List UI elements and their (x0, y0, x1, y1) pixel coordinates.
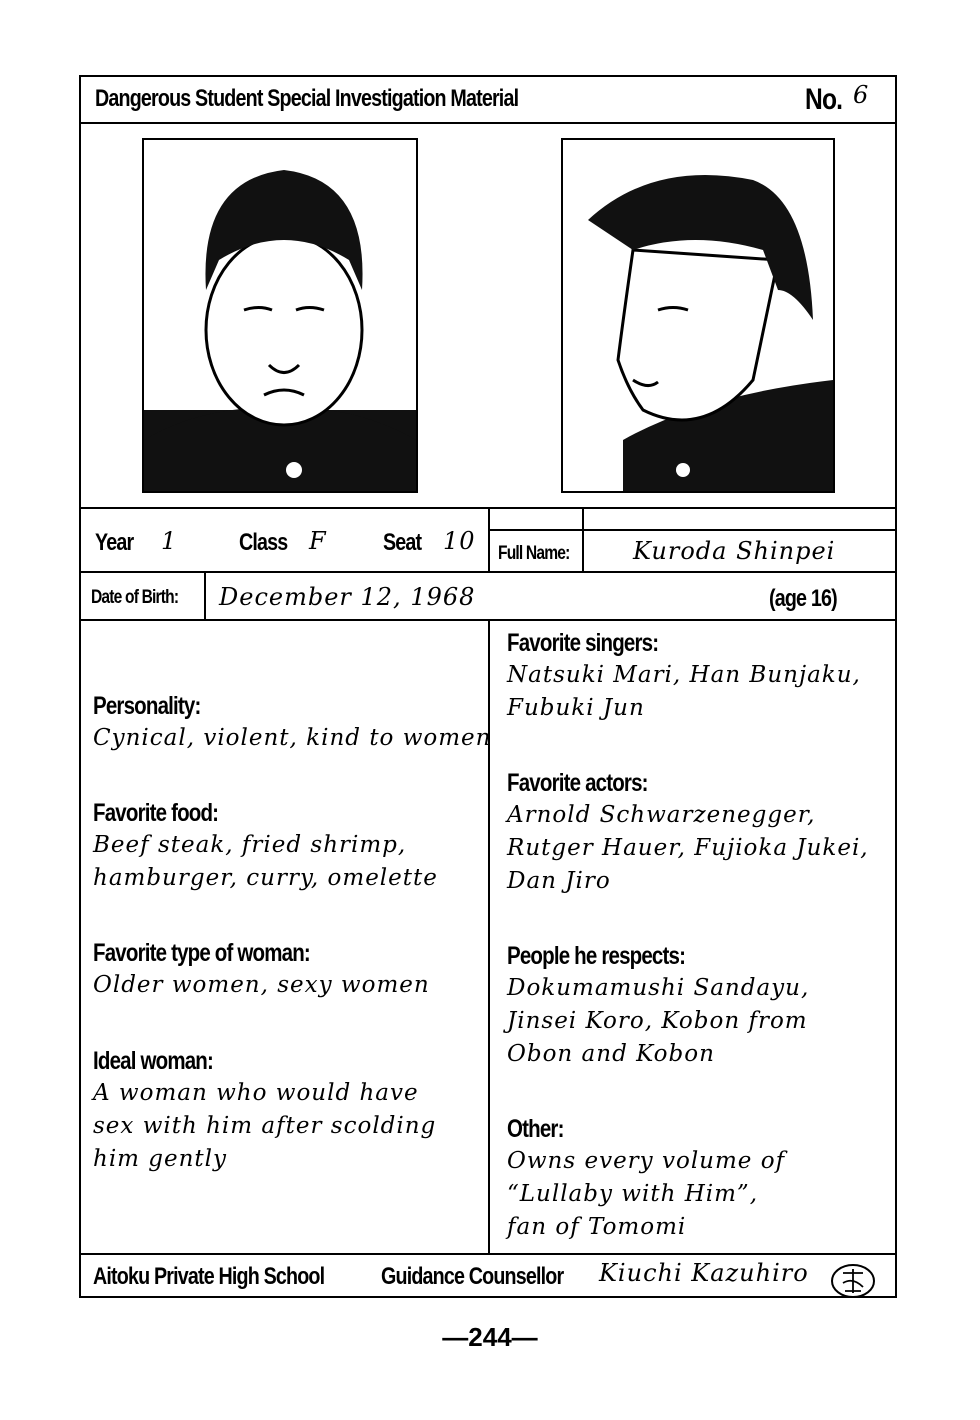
class-label: Class (239, 529, 288, 556)
name-label-divider (582, 507, 584, 571)
actors-section (507, 767, 869, 898)
counsellor-label: Guidance Counsellor (381, 1263, 564, 1290)
actors-value: Arnold Schwarzenegger, Rutger Hauer, Fujioka Jukei, Dan Jiro (507, 802, 869, 894)
info-divider-vertical (488, 507, 490, 571)
favorite-food-section (93, 797, 438, 895)
respects-label: People he respects: (507, 942, 686, 970)
profile-portrait (561, 138, 835, 493)
woman-type-value: Older women, sexy women (93, 972, 430, 998)
front-portrait (142, 138, 418, 493)
respects-value: Dokumamushi Sandayu, Jinsei Koro, Kobon from Obon and Kobon (507, 975, 810, 1067)
full-name-label: Full Name: (498, 543, 570, 564)
year-value: 1 (161, 527, 178, 555)
singers-section (507, 627, 861, 725)
investigation-card (79, 75, 897, 1298)
woman-type-section (93, 937, 430, 1002)
personality-value: Cynical, violent, kind to women (93, 725, 492, 751)
full-name-value: Kuroda Shinpei (633, 537, 836, 565)
footer-top-line (81, 1253, 895, 1255)
ideal-woman-value: A woman who would have sex with him after scolding him gently (93, 1080, 437, 1172)
dob-label-divider (204, 571, 206, 619)
school-name: Aitoku Private High School (93, 1263, 325, 1290)
year-label: Year (95, 529, 134, 556)
actors-label: Favorite actors: (507, 769, 648, 797)
respects-section (507, 940, 809, 1071)
ideal-woman-section (93, 1045, 436, 1176)
favorite-food-value: Beef steak, fried shrimp, hamburger, curry, omelette (93, 832, 438, 891)
page-number: —244— (442, 1322, 538, 1352)
card-title: Dangerous Student Special Investigation Material (95, 85, 519, 112)
card-number-label: No. (805, 83, 843, 116)
woman-type-label: Favorite type of woman: (93, 939, 310, 967)
seat-value: 10 (443, 527, 476, 555)
class-value: F (309, 527, 327, 555)
hanko-seal-icon (829, 1263, 877, 1299)
favorite-food-label: Favorite food: (93, 799, 219, 827)
seat-label: Seat (383, 529, 422, 556)
personality-section (93, 690, 491, 755)
age-value: (age 16) (769, 585, 837, 612)
other-section (507, 1113, 785, 1244)
name-box-inner-top (490, 529, 895, 531)
dob-label: Date of Birth: (91, 587, 179, 608)
personality-label: Personality: (93, 692, 201, 720)
header-divider (81, 122, 895, 124)
ideal-woman-label: Ideal woman: (93, 1047, 214, 1075)
other-value: Owns every volume of “Lullaby with Him”, fan of Tomomi (507, 1148, 786, 1240)
singers-label: Favorite singers: (507, 629, 659, 657)
counsellor-name: Kiuchi Kazuhiro (599, 1259, 809, 1287)
card-number-value: 6 (853, 81, 870, 109)
other-label: Other: (507, 1115, 564, 1143)
dob-value: December 12, 1968 (219, 583, 476, 611)
singers-value: Natsuki Mari, Han Bunjaku, Fubuki Jun (507, 662, 861, 721)
